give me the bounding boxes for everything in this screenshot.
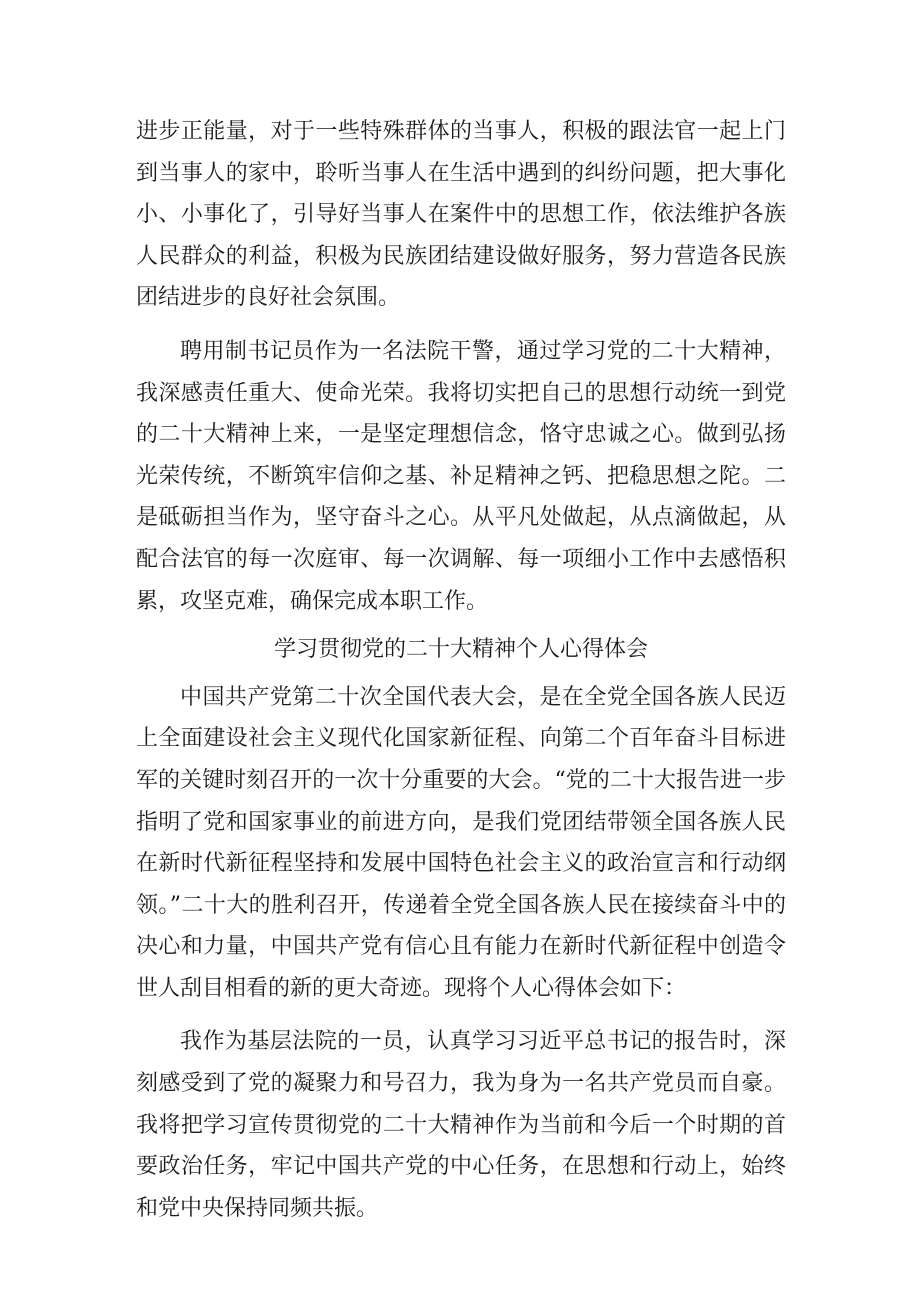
document-body [136, 111, 786, 1229]
paragraph-congress-intro: 中国共产党第二十次全国代表大会，是在全党全国各族人民迈上全面建设社会主义现代化国家新征程、向第二个百年奋斗目标进军的关键时刻召开的一次十分重要的大会。“党的二十大报告进一步指明了党和国家事业的前进方向，是我们党团结带领全国各族人民在新时代新征程坚持和发展中国特色社会主义的政治宣言和行动纲领。”二十大的胜利召开，传递着全党全国各族人民在接续奋斗中的决心和力量，中国共产党有信心且有能力在新时代新征程中创造令世人刮目相看的新的更大奇迹。现将个人心得体会如下： [136, 684, 786, 1001]
paragraph-personal-commitment: 我作为基层法院的一员，认真学习习近平总书记的报告时，深刻感受到了党的凝聚力和号召力，我为身为一名共产党员而自豪。我将把学习宣传贯彻党的二十大精神作为当前和今后一个时期的首要政治任务，牢记中国共产党的中心任务，在思想和行动上，始终和党中央保持同频共振。 [136, 1029, 786, 1221]
paragraph-clerk-reflection: 聘用制书记员作为一名法院干警，通过学习党的二十大精神，我深感责任重大、使命光荣。我将切实把自己的思想行动统一到党的二十大精神上来，一是坚定理想信念，恪守忠诚之心。做到弘扬光荣传统，不断筑牢信仰之基、补足精神之钙、把稳思想之陀。二是砥砺担当作为，坚守奋斗之心。从平凡处做起，从点滴做起，从配合法官的每一次庭审、每一次调解、每一项细小工作中去感悟积累，攻坚克难，确保完成本职工作。 [136, 338, 786, 614]
section-title: 学习贯彻党的二十大精神个人心得体会 [273, 637, 648, 663]
paragraph-continuation: 进步正能量，对于一些特殊群体的当事人，积极的跟法官一起上门到当事人的家中，聆听当事人在生活中遇到的纠纷问题，把大事化小、小事化了，引导好当事人在案件中的思想工作，依法维护各族人民群众的利益，积极为民族团结建设做好服务，努力营造各民族团结进步的良好社会氛围。 [136, 119, 786, 311]
